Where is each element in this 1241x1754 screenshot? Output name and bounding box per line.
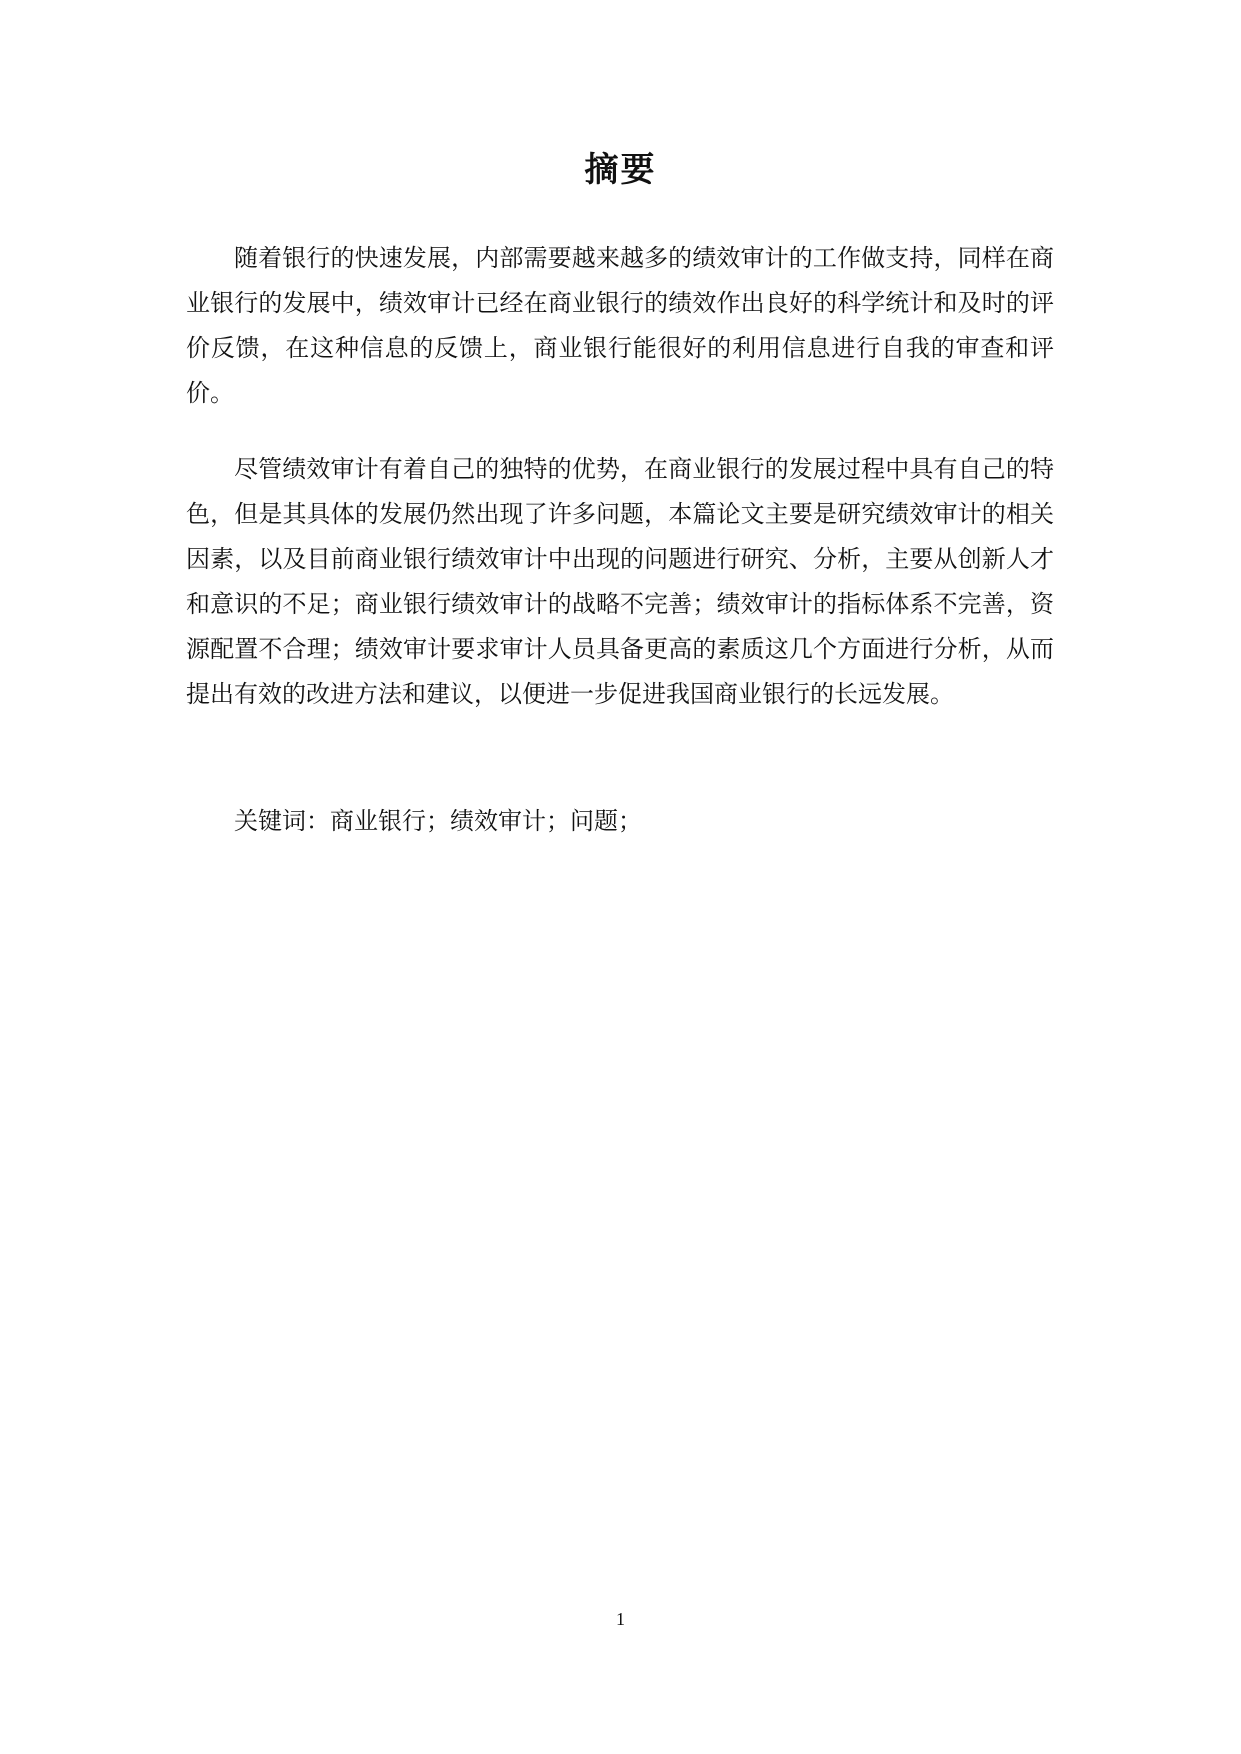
abstract-paragraph-2: 尽管绩效审计有着自己的独特的优势，在商业银行的发展过程中具有自己的特色，但是其具体的发展仍然出现了许多问题，本篇论文主要是研究绩效审计的相关因素，以及目前商业银行绩效审计中出现的问题进行研究、分析，主要从创新人才和意识的不足；商业银行绩效审计的战略不完善；绩效审计的指标体系不完善，资源配置不合理；绩效审计要求审计人员具备更高的素质这几个方面进行分析，从而提出有效的改进方法和建议，以便进一步促进我国商业银行的长远发展。 <box>186 455 1054 708</box>
page-number: 1 <box>616 1609 625 1629</box>
page-title: 摘要 <box>584 150 657 190</box>
abstract-paragraph-1: 随着银行的快速发展，内部需要越来越多的绩效审计的工作做支持，同样在商业银行的发展中，绩效审计已经在商业银行的绩效作出良好的科学统计和及时的评价反馈，在这种信息的反馈上，商业银行能很好的利用信息进行自我的审查和评价。 <box>186 244 1054 407</box>
keywords-line: 关键词：商业银行；绩效审计；问题； <box>234 807 642 835</box>
